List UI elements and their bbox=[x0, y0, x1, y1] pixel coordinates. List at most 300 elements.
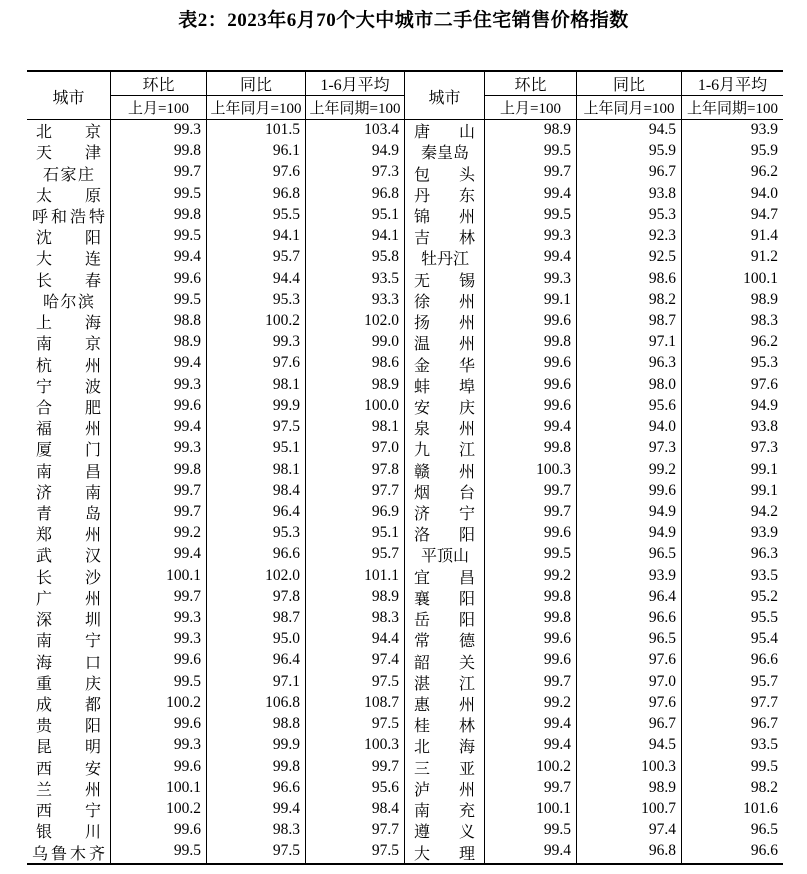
city-cell bbox=[27, 757, 111, 778]
header-city-left: 城市 bbox=[27, 72, 111, 120]
city-char: 滨 bbox=[77, 293, 94, 311]
mom-value: 99.6 bbox=[485, 629, 577, 650]
city-char: 林 bbox=[458, 230, 475, 248]
city-cell bbox=[405, 693, 485, 714]
city-cell bbox=[27, 820, 111, 841]
avg-value: 99.5 bbox=[750, 757, 778, 775]
yoy-value: 98.7 bbox=[577, 311, 682, 332]
table-row bbox=[27, 184, 783, 205]
yoy-value: 97.6 bbox=[577, 693, 682, 714]
city-cell bbox=[405, 438, 485, 459]
city-cell bbox=[405, 629, 485, 650]
city-char: 州 bbox=[84, 590, 101, 608]
city-char: 州 bbox=[458, 781, 475, 799]
city-cell bbox=[405, 778, 485, 799]
city-char: 长 bbox=[36, 569, 53, 587]
city-cell bbox=[405, 672, 485, 693]
mom-value: 99.6 bbox=[111, 396, 207, 417]
avg-value: 99.1 bbox=[750, 460, 778, 478]
avg-value: 98.3 bbox=[750, 311, 778, 329]
avg-value: 95.1 bbox=[306, 205, 405, 226]
mom-value: 99.5 bbox=[111, 184, 207, 205]
header-yoy-base: 上年同月=100 bbox=[583, 101, 675, 117]
city-cell bbox=[27, 650, 111, 671]
table-row bbox=[27, 735, 783, 756]
city-char: 海 bbox=[36, 654, 53, 672]
city-cell bbox=[27, 184, 111, 205]
city-char: 泸 bbox=[414, 781, 431, 799]
mom-value: 99.4 bbox=[111, 353, 207, 374]
avg-value: 100.1 bbox=[743, 269, 778, 287]
city-char: 福 bbox=[36, 421, 53, 439]
city-char: 泉 bbox=[414, 421, 431, 439]
city-char: 赣 bbox=[414, 463, 431, 481]
yoy-value: 92.3 bbox=[577, 226, 682, 247]
city-char: 广 bbox=[36, 590, 53, 608]
yoy-value: 98.2 bbox=[577, 290, 682, 311]
city-cell bbox=[27, 523, 111, 544]
header-avg-label: 1-6月平均 bbox=[306, 72, 404, 96]
city-char: 州 bbox=[458, 315, 475, 333]
mom-value: 99.3 bbox=[111, 629, 207, 650]
city-cell bbox=[405, 311, 485, 332]
city-char: 重 bbox=[36, 675, 53, 693]
city-char: 阳 bbox=[458, 527, 475, 545]
city-char: 合 bbox=[36, 399, 53, 417]
avg-value: 93.3 bbox=[306, 290, 405, 311]
yoy-value: 92.5 bbox=[577, 247, 682, 268]
table-row bbox=[27, 566, 783, 587]
city-char: 皇 bbox=[437, 145, 454, 163]
avg-value: 96.6 bbox=[750, 842, 778, 860]
mom-value: 99.8 bbox=[111, 141, 207, 162]
city-char: 昆 bbox=[36, 739, 53, 757]
avg-value: 95.6 bbox=[306, 778, 405, 799]
city-char: 春 bbox=[84, 272, 101, 290]
mom-value: 99.4 bbox=[485, 841, 577, 862]
header-yoy-right bbox=[577, 72, 682, 119]
yoy-value: 94.5 bbox=[577, 735, 682, 756]
city-char: 桂 bbox=[414, 718, 431, 736]
table-row bbox=[27, 311, 783, 332]
avg-value: 95.9 bbox=[750, 142, 778, 160]
city-cell bbox=[27, 460, 111, 481]
city-cell bbox=[27, 693, 111, 714]
mom-value: 99.3 bbox=[485, 226, 577, 247]
city-cell bbox=[27, 438, 111, 459]
mom-value: 99.5 bbox=[485, 205, 577, 226]
city-cell bbox=[27, 396, 111, 417]
city-char: 京 bbox=[84, 124, 101, 142]
city-char: 浩 bbox=[69, 208, 86, 226]
city-char: 西 bbox=[36, 803, 53, 821]
yoy-value: 96.3 bbox=[577, 353, 682, 374]
city-cell bbox=[405, 544, 485, 565]
header-avg-left bbox=[306, 72, 405, 119]
city-cell bbox=[405, 269, 485, 290]
header-mom-label: 环比 bbox=[485, 72, 576, 96]
table-row bbox=[27, 438, 783, 459]
city-cell bbox=[27, 544, 111, 565]
mom-value: 100.1 bbox=[485, 799, 577, 820]
city-char: 唐 bbox=[414, 124, 431, 142]
avg-value: 91.2 bbox=[750, 248, 778, 266]
city-cell bbox=[27, 353, 111, 374]
avg-value: 102.0 bbox=[306, 311, 405, 332]
city-char: 武 bbox=[36, 548, 53, 566]
city-cell bbox=[27, 269, 111, 290]
header-avg-right bbox=[682, 72, 783, 119]
city-char: 州 bbox=[458, 697, 475, 715]
city-char: 义 bbox=[458, 824, 475, 842]
city-char: 北 bbox=[414, 739, 431, 757]
city-cell bbox=[27, 735, 111, 756]
city-char: 南 bbox=[36, 633, 53, 651]
table-header bbox=[27, 72, 783, 120]
yoy-value: 94.9 bbox=[577, 502, 682, 523]
mom-value: 99.4 bbox=[485, 417, 577, 438]
mom-value: 98.8 bbox=[111, 311, 207, 332]
city-char: 蚌 bbox=[414, 378, 431, 396]
avg-value: 93.5 bbox=[750, 736, 778, 754]
table-row bbox=[27, 396, 783, 417]
city-cell bbox=[27, 375, 111, 396]
yoy-value: 96.7 bbox=[577, 162, 682, 183]
mom-value: 99.8 bbox=[111, 205, 207, 226]
yoy-value: 95.7 bbox=[207, 247, 306, 268]
city-cell bbox=[27, 587, 111, 608]
yoy-value: 96.8 bbox=[577, 841, 682, 862]
avg-value: 95.5 bbox=[750, 609, 778, 627]
table-row bbox=[27, 650, 783, 671]
city-char: 北 bbox=[36, 124, 53, 142]
city-char: 大 bbox=[414, 845, 431, 863]
mom-value: 99.4 bbox=[111, 544, 207, 565]
city-char: 遵 bbox=[414, 824, 431, 842]
city-cell bbox=[27, 141, 111, 162]
city-cell bbox=[405, 375, 485, 396]
mom-value: 99.8 bbox=[485, 438, 577, 459]
mom-value: 100.1 bbox=[111, 778, 207, 799]
city-char: 海 bbox=[458, 739, 475, 757]
mom-value: 100.1 bbox=[111, 566, 207, 587]
city-char: 呼 bbox=[32, 208, 49, 226]
city-char: 尔 bbox=[60, 293, 77, 311]
city-char: 天 bbox=[36, 145, 53, 163]
city-char: 州 bbox=[84, 781, 101, 799]
yoy-value: 99.6 bbox=[577, 481, 682, 502]
yoy-value: 97.4 bbox=[577, 820, 682, 841]
header-yoy-left bbox=[207, 72, 306, 119]
mom-value: 99.4 bbox=[111, 247, 207, 268]
city-char: 肥 bbox=[84, 399, 101, 417]
city-cell bbox=[405, 841, 485, 862]
yoy-value: 94.4 bbox=[207, 269, 306, 290]
yoy-value: 97.6 bbox=[577, 650, 682, 671]
city-char: 济 bbox=[36, 484, 53, 502]
table-row bbox=[27, 162, 783, 183]
yoy-value: 101.5 bbox=[207, 120, 306, 141]
city-cell bbox=[405, 184, 485, 205]
city-char: 九 bbox=[414, 442, 431, 460]
avg-value: 97.7 bbox=[306, 820, 405, 841]
city-char: 家 bbox=[60, 166, 77, 184]
city-char: 银 bbox=[36, 824, 53, 842]
avg-value: 94.1 bbox=[306, 226, 405, 247]
city-cell bbox=[405, 502, 485, 523]
city-char: 岳 bbox=[414, 612, 431, 630]
mom-value: 99.3 bbox=[111, 375, 207, 396]
city-char: 木 bbox=[69, 845, 86, 863]
city-char: 宁 bbox=[36, 378, 53, 396]
city-char: 东 bbox=[458, 187, 475, 205]
city-char: 江 bbox=[458, 675, 475, 693]
city-cell bbox=[405, 141, 485, 162]
city-char: 齐 bbox=[88, 845, 105, 863]
city-char: 州 bbox=[458, 421, 475, 439]
city-char: 州 bbox=[458, 293, 475, 311]
table-title: 表2：2023年6月70个大中城市二手住宅销售价格指数 bbox=[178, 10, 629, 31]
table-row bbox=[27, 714, 783, 735]
city-char: 吉 bbox=[414, 230, 431, 248]
avg-value: 97.8 bbox=[306, 460, 405, 481]
avg-value: 95.8 bbox=[306, 247, 405, 268]
mom-value: 99.8 bbox=[485, 608, 577, 629]
city-char: 门 bbox=[84, 442, 101, 460]
table-row bbox=[27, 481, 783, 502]
avg-value: 97.5 bbox=[306, 672, 405, 693]
city-cell bbox=[405, 247, 485, 268]
table-row bbox=[27, 353, 783, 374]
city-cell bbox=[405, 205, 485, 226]
city-char: 州 bbox=[458, 208, 475, 226]
city-char: 津 bbox=[84, 145, 101, 163]
city-cell bbox=[405, 460, 485, 481]
yoy-value: 98.8 bbox=[207, 714, 306, 735]
yoy-value: 96.8 bbox=[207, 184, 306, 205]
table-row bbox=[27, 375, 783, 396]
city-cell bbox=[27, 311, 111, 332]
mom-value: 99.6 bbox=[485, 311, 577, 332]
table-row bbox=[27, 226, 783, 247]
mom-value: 99.4 bbox=[485, 735, 577, 756]
table-row bbox=[27, 417, 783, 438]
mom-value: 99.5 bbox=[111, 226, 207, 247]
city-char: 上 bbox=[36, 315, 53, 333]
avg-value: 94.7 bbox=[750, 205, 778, 223]
avg-value: 96.3 bbox=[750, 545, 778, 563]
city-char: 亚 bbox=[458, 760, 475, 778]
avg-value: 94.0 bbox=[750, 184, 778, 202]
mom-value: 99.4 bbox=[485, 714, 577, 735]
header-mom-label: 环比 bbox=[111, 72, 206, 96]
city-cell bbox=[405, 650, 485, 671]
city-char: 顶 bbox=[437, 548, 454, 566]
city-char: 平 bbox=[421, 548, 438, 566]
city-char: 庆 bbox=[84, 675, 101, 693]
city-char: 江 bbox=[453, 251, 470, 269]
city-char: 哈 bbox=[43, 293, 60, 311]
avg-value: 98.9 bbox=[306, 375, 405, 396]
avg-value: 98.9 bbox=[750, 290, 778, 308]
city-cell bbox=[405, 290, 485, 311]
avg-value: 91.4 bbox=[750, 227, 778, 245]
mom-value: 99.2 bbox=[111, 523, 207, 544]
city-cell bbox=[27, 481, 111, 502]
city-char: 常 bbox=[414, 633, 431, 651]
avg-value: 97.5 bbox=[306, 714, 405, 735]
avg-value: 95.2 bbox=[750, 587, 778, 605]
city-char: 南 bbox=[414, 803, 431, 821]
yoy-value: 94.5 bbox=[577, 120, 682, 141]
mom-value: 99.6 bbox=[485, 523, 577, 544]
city-char: 青 bbox=[36, 506, 53, 524]
city-cell bbox=[27, 120, 111, 141]
yoy-value: 95.3 bbox=[207, 290, 306, 311]
city-char: 都 bbox=[84, 697, 101, 715]
avg-value: 97.6 bbox=[750, 375, 778, 393]
city-cell bbox=[27, 672, 111, 693]
city-char: 圳 bbox=[84, 612, 101, 630]
city-char: 西 bbox=[36, 760, 53, 778]
city-char: 厦 bbox=[36, 442, 53, 460]
city-char: 贵 bbox=[36, 718, 53, 736]
yoy-value: 97.8 bbox=[207, 587, 306, 608]
yoy-value: 98.4 bbox=[207, 481, 306, 502]
header-mom-right bbox=[485, 72, 577, 119]
city-cell bbox=[27, 714, 111, 735]
city-char: 郑 bbox=[36, 527, 53, 545]
yoy-value: 96.7 bbox=[577, 714, 682, 735]
city-char: 京 bbox=[84, 336, 101, 354]
city-char: 特 bbox=[88, 208, 105, 226]
yoy-value: 102.0 bbox=[207, 566, 306, 587]
city-cell bbox=[27, 417, 111, 438]
mom-value: 99.6 bbox=[111, 714, 207, 735]
yoy-value: 95.0 bbox=[207, 629, 306, 650]
table-body bbox=[27, 120, 783, 863]
mom-value: 99.7 bbox=[485, 162, 577, 183]
yoy-value: 95.3 bbox=[207, 523, 306, 544]
avg-value: 94.9 bbox=[750, 396, 778, 414]
yoy-value: 98.6 bbox=[577, 269, 682, 290]
mom-value: 99.6 bbox=[485, 353, 577, 374]
yoy-value: 93.8 bbox=[577, 184, 682, 205]
avg-value: 95.3 bbox=[750, 354, 778, 372]
city-char: 杭 bbox=[36, 357, 53, 375]
mom-value: 99.5 bbox=[111, 672, 207, 693]
avg-value: 95.7 bbox=[750, 672, 778, 690]
avg-value: 103.4 bbox=[306, 120, 405, 141]
avg-value: 98.2 bbox=[750, 778, 778, 796]
yoy-value: 96.4 bbox=[577, 587, 682, 608]
yoy-value: 98.9 bbox=[577, 778, 682, 799]
avg-value: 97.0 bbox=[306, 438, 405, 459]
city-char: 阳 bbox=[458, 612, 475, 630]
mom-value: 99.7 bbox=[111, 502, 207, 523]
city-cell bbox=[405, 396, 485, 417]
table-row bbox=[27, 820, 783, 841]
city-char: 宁 bbox=[84, 803, 101, 821]
avg-value: 96.6 bbox=[750, 651, 778, 669]
avg-value: 93.9 bbox=[750, 121, 778, 138]
yoy-value: 95.3 bbox=[577, 205, 682, 226]
city-char: 汉 bbox=[84, 548, 101, 566]
yoy-value: 96.4 bbox=[207, 650, 306, 671]
mom-value: 99.4 bbox=[485, 247, 577, 268]
mom-value: 100.2 bbox=[485, 757, 577, 778]
avg-value: 101.1 bbox=[306, 566, 405, 587]
table-row bbox=[27, 247, 783, 268]
table-row bbox=[27, 544, 783, 565]
header-city-right: 城市 bbox=[405, 72, 485, 120]
header-yoy-label: 同比 bbox=[207, 72, 305, 96]
mom-value: 99.7 bbox=[485, 778, 577, 799]
city-char: 和 bbox=[50, 208, 67, 226]
avg-value: 96.2 bbox=[750, 333, 778, 351]
city-char: 深 bbox=[36, 612, 53, 630]
city-char: 阳 bbox=[84, 718, 101, 736]
yoy-value: 94.0 bbox=[577, 417, 682, 438]
yoy-value: 96.6 bbox=[207, 778, 306, 799]
mom-value: 99.4 bbox=[485, 184, 577, 205]
avg-value: 97.3 bbox=[306, 162, 405, 183]
avg-value: 96.2 bbox=[750, 163, 778, 181]
mom-value: 99.1 bbox=[485, 290, 577, 311]
mom-value: 99.3 bbox=[111, 608, 207, 629]
city-cell bbox=[405, 353, 485, 374]
city-cell bbox=[405, 757, 485, 778]
city-cell bbox=[27, 778, 111, 799]
avg-value: 93.5 bbox=[306, 269, 405, 290]
city-char: 锦 bbox=[414, 208, 431, 226]
mom-value: 99.7 bbox=[111, 587, 207, 608]
city-char: 三 bbox=[414, 760, 431, 778]
mom-value: 99.6 bbox=[111, 650, 207, 671]
city-cell bbox=[27, 205, 111, 226]
city-char: 徐 bbox=[414, 293, 431, 311]
header-mom-left bbox=[111, 72, 207, 119]
mom-value: 99.7 bbox=[485, 481, 577, 502]
city-char: 明 bbox=[84, 739, 101, 757]
table-row bbox=[27, 629, 783, 650]
avg-value: 98.1 bbox=[306, 417, 405, 438]
city-cell bbox=[405, 820, 485, 841]
yoy-value: 97.0 bbox=[577, 672, 682, 693]
yoy-value: 94.9 bbox=[577, 523, 682, 544]
city-char: 充 bbox=[458, 803, 475, 821]
avg-value: 97.4 bbox=[306, 650, 405, 671]
city-cell bbox=[27, 332, 111, 353]
city-char: 湛 bbox=[414, 675, 431, 693]
city-char: 头 bbox=[458, 166, 475, 184]
city-char: 烟 bbox=[414, 484, 431, 502]
yoy-value: 94.1 bbox=[207, 226, 306, 247]
avg-value: 96.7 bbox=[750, 715, 778, 733]
table-row bbox=[27, 502, 783, 523]
city-cell bbox=[27, 566, 111, 587]
city-char: 州 bbox=[458, 336, 475, 354]
mom-value: 99.7 bbox=[485, 672, 577, 693]
city-cell bbox=[405, 332, 485, 353]
yoy-value: 99.9 bbox=[207, 735, 306, 756]
table-row bbox=[27, 693, 783, 714]
yoy-value: 99.3 bbox=[207, 332, 306, 353]
city-char: 州 bbox=[84, 421, 101, 439]
yoy-value: 98.0 bbox=[577, 375, 682, 396]
header-yoy-label: 同比 bbox=[577, 72, 681, 96]
yoy-value: 96.5 bbox=[577, 544, 682, 565]
